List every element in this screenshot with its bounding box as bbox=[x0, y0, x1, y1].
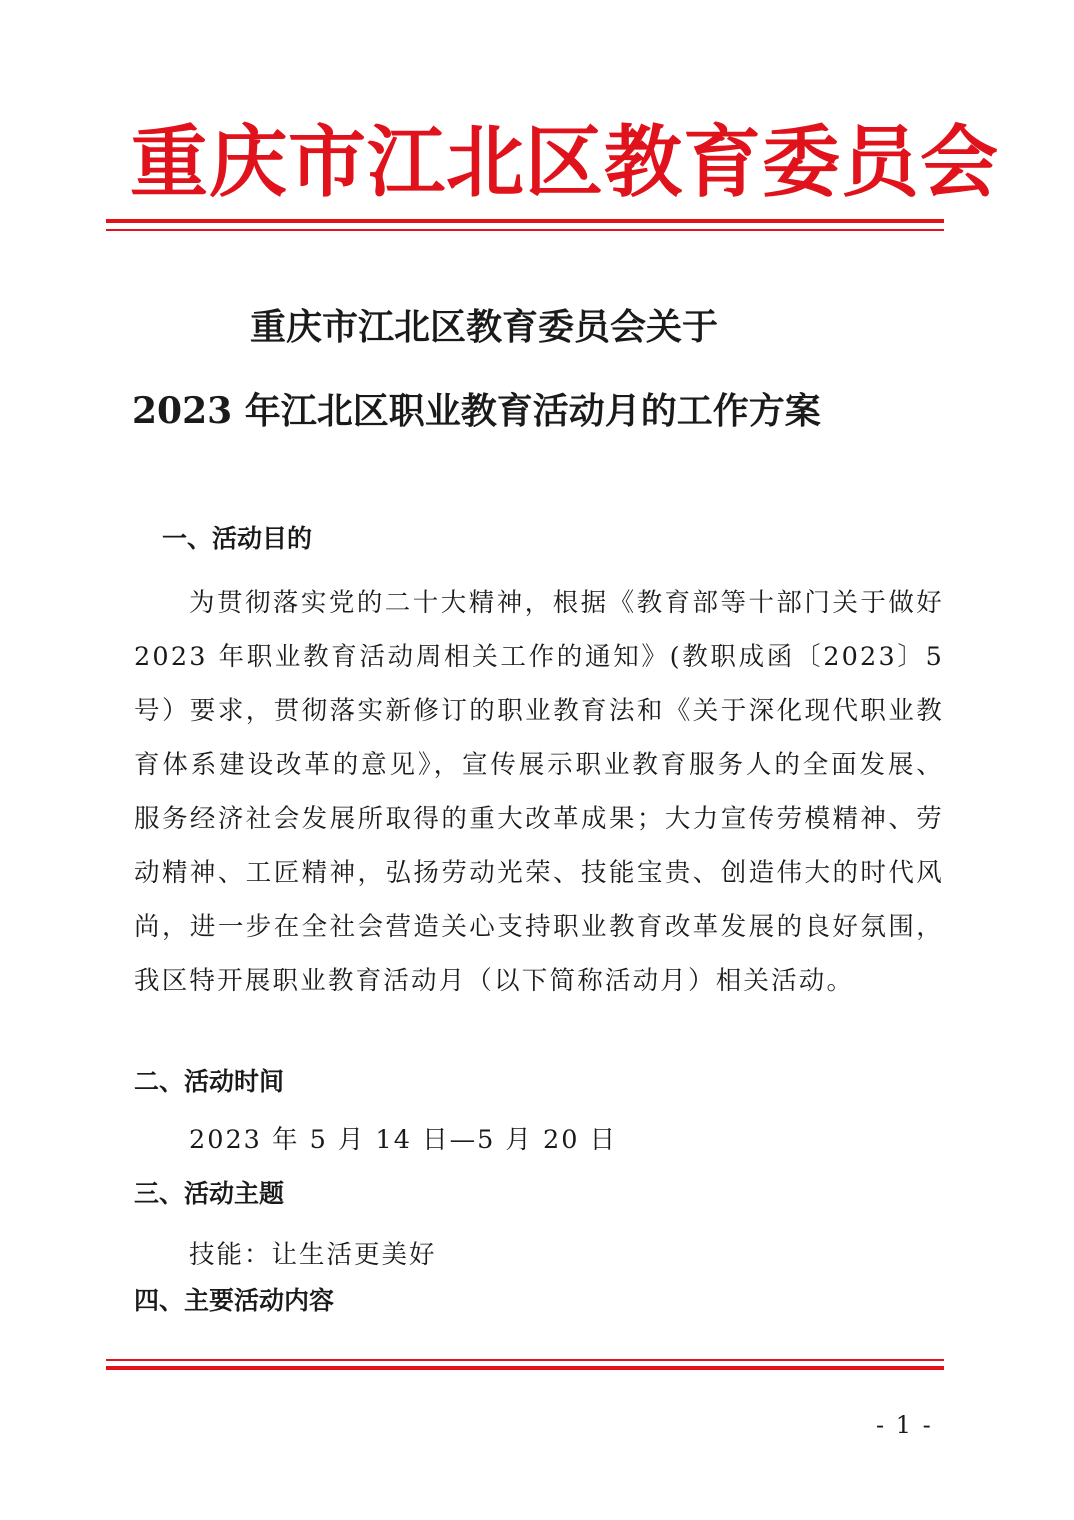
section-heading-activities: 四、主要活动内容 bbox=[134, 1286, 335, 1315]
section-body-purpose: 为贯彻落实党的二十大精神，根据《教育部等十部门关于做好 2023 年职业教育活动周相关工作的通知》(教职成函〔2023〕5 号）要求，贯彻落实新修订的职业教育法和《关于深化现代职业教育体系建设改革的意见》，宣传展示职业教育服务人的全面发展、服务经济社会发展所取得的重大改革成果；大力宣传劳模精神、劳动精神、工匠精神，弘扬劳动光荣、技能宝贵、创造伟大的时代风尚，进一步在全社会营造关心支持职业教育改革发展的良好氛围，我区特开展职业教育活动月（以下简称活动月）相关活动。 bbox=[134, 588, 944, 996]
section-heading-theme: 三、活动主题 bbox=[134, 1179, 285, 1208]
section-body-time: 2023 年 5 月 14 日—5 月 20 日 bbox=[189, 1125, 618, 1155]
masthead-org-name: 重庆市江北区教育委员会 bbox=[130, 118, 1000, 208]
footer-rule-thin bbox=[106, 1359, 944, 1361]
section-body-theme: 技能：让生活更美好 bbox=[189, 1240, 437, 1270]
footer-rule-thick bbox=[106, 1366, 944, 1370]
section-heading-purpose: 一、活动目的 bbox=[162, 524, 313, 553]
page-number: - 1 - bbox=[876, 1411, 933, 1439]
header-rule-thick bbox=[106, 219, 944, 223]
header-rule-thin bbox=[106, 229, 944, 231]
document-title-line2: 2023 年江北区职业教育活动月的工作方案 bbox=[132, 390, 821, 432]
document-title-line1: 重庆市江北区教育委员会关于 bbox=[250, 306, 719, 348]
section-heading-time: 二、活动时间 bbox=[134, 1067, 285, 1096]
